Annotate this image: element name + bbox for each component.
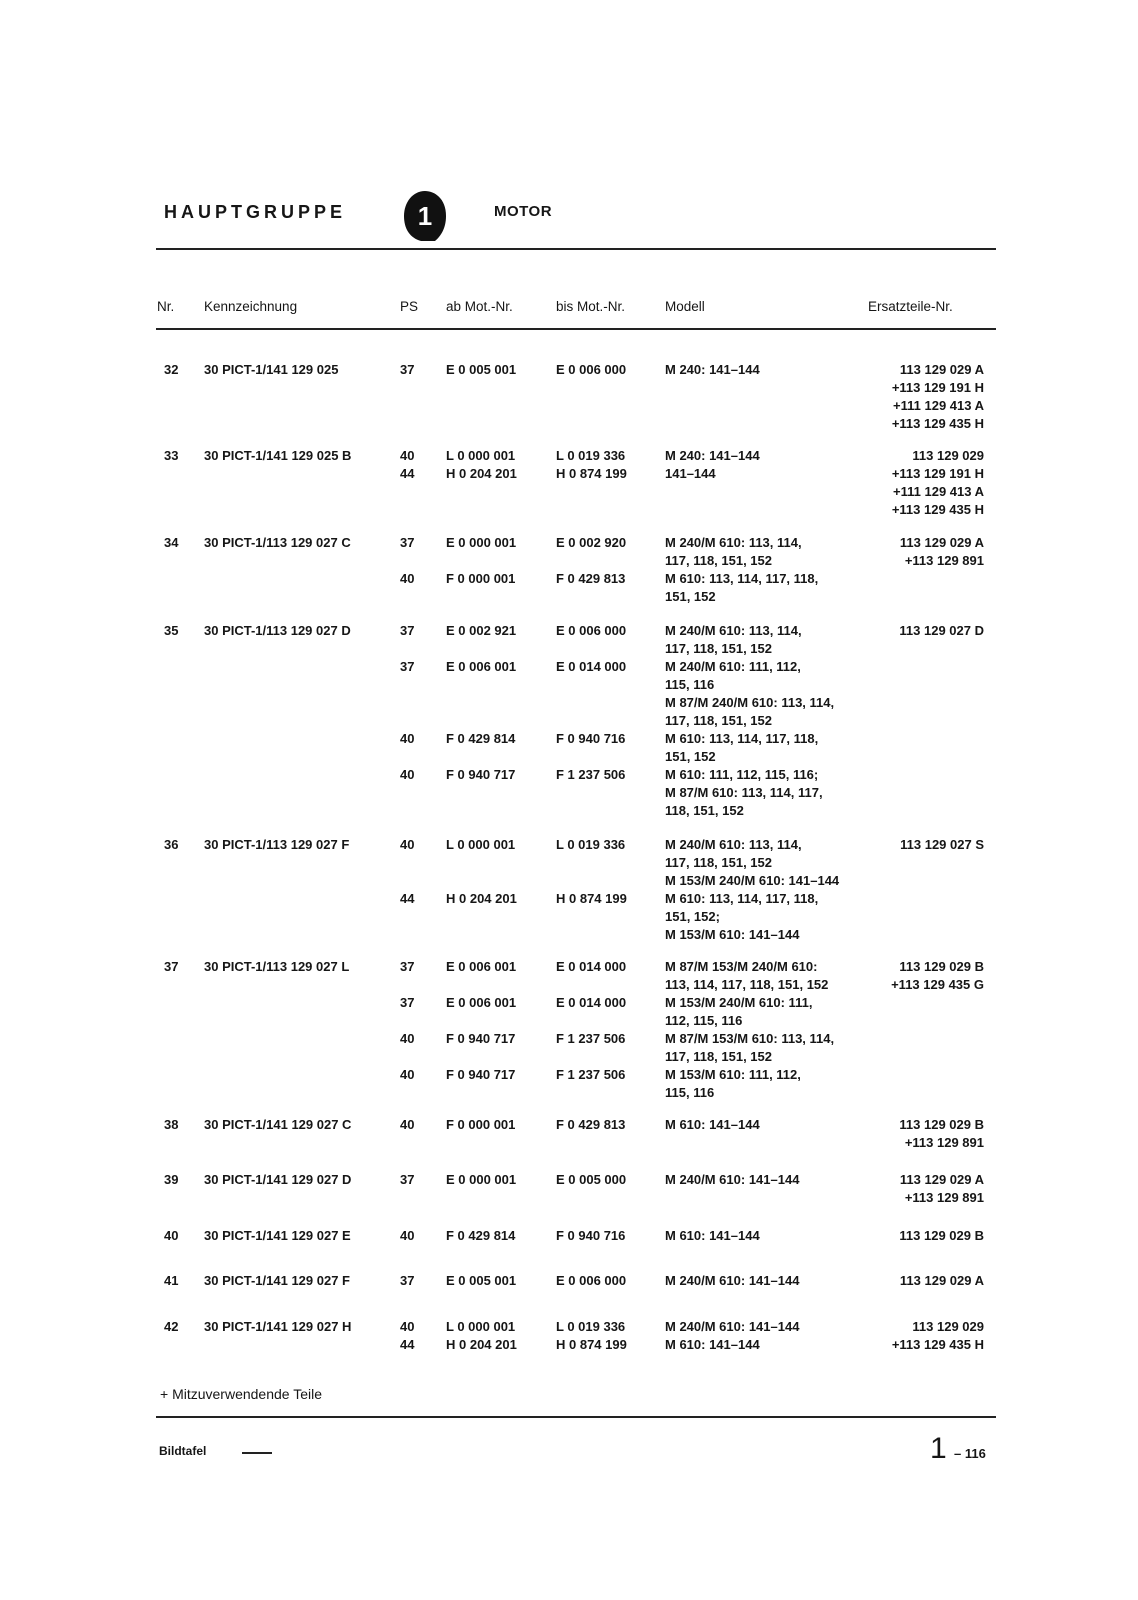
cell-bis-mot: F 0 940 716 xyxy=(556,731,626,746)
part-number: 113 129 029 A xyxy=(899,1273,984,1288)
modell-line: M 610: 141–144 xyxy=(665,1228,760,1243)
cell-modell xyxy=(665,1116,760,1134)
cell-bis-mot: F 1 237 506 xyxy=(556,1067,626,1082)
cell-ab-mot: E 0 006 001 xyxy=(446,659,517,674)
cell-ps: 40 xyxy=(400,767,415,782)
modell-line: M 240/M 610: 111, 112, xyxy=(665,659,801,674)
cell-ersatzteile xyxy=(860,447,984,519)
bildtafel-label: Bildtafel xyxy=(159,1444,207,1458)
cell-modell xyxy=(665,658,834,730)
cell-ps: 40 xyxy=(400,1319,415,1334)
cell-modell xyxy=(665,994,812,1030)
cell-bis-mot: E 0 006 000 xyxy=(556,362,627,377)
cell-ps: 37 xyxy=(400,959,415,974)
cell-modell xyxy=(665,958,828,994)
cell-ps: 37 xyxy=(400,623,415,638)
modell-line: 117, 118, 151, 152 xyxy=(665,553,772,568)
modell-line: M 240/M 610: 113, 114, xyxy=(665,623,802,638)
part-number: +113 129 191 H xyxy=(891,466,984,481)
part-number: +113 129 891 xyxy=(904,553,984,568)
cell-ab-mot: E 0 005 001 xyxy=(446,1273,517,1288)
modell-line: 118, 151, 152 xyxy=(665,803,744,818)
row-kennzeichnung: 30 PICT-1/113 129 027 L xyxy=(204,959,350,974)
modell-line: 117, 118, 151, 152 xyxy=(665,641,772,656)
cell-ps: 40 xyxy=(400,1067,415,1082)
modell-line: 117, 118, 151, 152 xyxy=(665,1049,772,1064)
part-number: 113 129 029 xyxy=(912,1319,984,1334)
modell-line: 151, 152 xyxy=(665,589,716,604)
modell-line: M 240: 141–144 xyxy=(665,448,760,463)
cell-ab-mot: E 0 005 001 xyxy=(446,362,517,377)
modell-line: M 610: 113, 114, 117, 118, xyxy=(665,571,819,586)
footer-rule xyxy=(156,1416,996,1418)
row-kennzeichnung: 30 PICT-1/141 129 025 B xyxy=(204,448,352,463)
cell-modell xyxy=(665,1030,834,1066)
page-number: – 116 xyxy=(954,1446,986,1461)
cell-bis-mot: L 0 019 336 xyxy=(556,1319,626,1334)
col-ps: PS xyxy=(400,299,419,314)
part-number: +113 129 891 xyxy=(904,1190,984,1205)
part-number: 113 129 029 B xyxy=(899,1228,984,1243)
header-rule xyxy=(156,248,996,250)
modell-line: M 87/M 153/M 610: 113, 114, xyxy=(665,1031,835,1046)
modell-line: M 87/M 153/M 240/M 610: xyxy=(665,959,818,974)
cell-ersatzteile xyxy=(860,1318,984,1354)
row-kennzeichnung: 30 PICT-1/141 129 027 E xyxy=(204,1228,351,1243)
cell-ab-mot: H 0 204 201 xyxy=(446,466,517,481)
cell-ps: 40 xyxy=(400,837,415,852)
cell-modell xyxy=(665,534,802,570)
col-kennzeichnung: Kennzeichnung xyxy=(204,299,298,314)
modell-line: M 610: 111, 112, 115, 116; xyxy=(665,767,819,782)
cell-ersatzteile xyxy=(860,1116,984,1152)
row-kennzeichnung: 30 PICT-1/141 129 027 C xyxy=(204,1117,352,1132)
cell-bis-mot: H 0 874 199 xyxy=(556,891,627,906)
row-nr: 33 xyxy=(164,448,179,463)
cell-ps: 37 xyxy=(400,995,415,1010)
modell-line: M 240: 141–144 xyxy=(665,362,760,377)
row-nr: 38 xyxy=(164,1117,179,1132)
col-nr: Nr. xyxy=(157,299,175,314)
cell-bis-mot: E 0 005 000 xyxy=(556,1172,627,1187)
cell-modell xyxy=(665,836,839,890)
modell-line: M 240/M 610: 141–144 xyxy=(665,1319,800,1334)
cell-modell xyxy=(665,622,802,658)
cell-modell xyxy=(665,1171,799,1189)
cell-ps: 37 xyxy=(400,1172,415,1187)
cell-modell xyxy=(665,730,818,766)
row-nr: 37 xyxy=(164,959,179,974)
cell-modell xyxy=(665,1272,799,1290)
cell-ps: 37 xyxy=(400,362,415,377)
cell-ps: 40 xyxy=(400,448,415,463)
modell-line: 115, 116 xyxy=(665,1085,715,1100)
modell-line: M 153/M 240/M 610: 111, xyxy=(665,995,813,1010)
part-number: 113 129 029 A xyxy=(899,535,984,550)
cell-ersatzteile xyxy=(860,836,984,854)
cell-modell xyxy=(665,570,818,606)
part-number: 113 129 029 A xyxy=(899,362,984,377)
cell-ersatzteile xyxy=(860,1272,984,1290)
cell-ps: 40 xyxy=(400,571,415,586)
cell-modell xyxy=(665,890,818,944)
cell-bis-mot: E 0 014 000 xyxy=(556,995,627,1010)
cell-ab-mot: F 0 429 814 xyxy=(446,1228,516,1243)
row-kennzeichnung: 30 PICT-1/113 129 027 C xyxy=(204,535,351,550)
page-header xyxy=(156,190,996,250)
cell-ab-mot: F 0 429 814 xyxy=(446,731,516,746)
col-modell: Modell xyxy=(665,299,705,314)
cell-ab-mot: L 0 000 001 xyxy=(446,837,516,852)
cell-ab-mot: F 0 940 717 xyxy=(446,1031,516,1046)
cell-ab-mot: F 0 000 001 xyxy=(446,1117,516,1132)
cell-ps: 37 xyxy=(400,1273,415,1288)
cell-ab-mot: F 0 940 717 xyxy=(446,1067,516,1082)
cell-bis-mot: E 0 002 920 xyxy=(556,535,627,550)
cell-ersatzteile xyxy=(860,1171,984,1207)
modell-line: 117, 118, 151, 152 xyxy=(665,713,772,728)
table-header-rule xyxy=(156,328,996,330)
cell-modell xyxy=(665,447,760,465)
modell-line: M 153/M 610: 141–144 xyxy=(665,927,800,942)
row-nr: 40 xyxy=(164,1228,179,1243)
cell-bis-mot: L 0 019 336 xyxy=(556,448,626,463)
cell-modell xyxy=(665,361,760,379)
cell-ab-mot: H 0 204 201 xyxy=(446,1337,517,1352)
part-number: +111 129 413 A xyxy=(893,398,984,413)
cell-ab-mot: E 0 006 001 xyxy=(446,995,517,1010)
modell-line: M 153/M 610: 111, 112, xyxy=(665,1067,801,1082)
modell-line: M 240/M 610: 141–144 xyxy=(665,1172,800,1187)
cell-ab-mot: F 0 000 001 xyxy=(446,571,516,586)
cell-ab-mot: F 0 940 717 xyxy=(446,767,516,782)
cell-bis-mot: L 0 019 336 xyxy=(556,837,626,852)
cell-bis-mot: E 0 014 000 xyxy=(556,959,627,974)
cell-ab-mot: E 0 006 001 xyxy=(446,959,517,974)
cell-modell xyxy=(665,1336,760,1354)
group-number-badge xyxy=(403,190,447,242)
cell-ps: 44 xyxy=(400,891,415,906)
cell-modell xyxy=(665,766,823,820)
group-number: 1 xyxy=(417,201,433,231)
modell-line: M 153/M 240/M 610: 141–144 xyxy=(665,873,840,888)
part-number: 113 129 029 B xyxy=(899,959,984,974)
modell-line: 115, 116 xyxy=(665,677,715,692)
cell-ps: 37 xyxy=(400,659,415,674)
cell-modell xyxy=(665,1227,760,1245)
group-number-icon xyxy=(403,190,447,242)
part-number: +113 129 435 G xyxy=(891,977,984,992)
modell-line: M 610: 113, 114, 117, 118, xyxy=(665,891,819,906)
section-title: MOTOR xyxy=(494,203,553,220)
cell-modell xyxy=(665,465,716,483)
row-nr: 32 xyxy=(164,362,179,377)
cell-bis-mot: E 0 006 000 xyxy=(556,623,627,638)
cell-modell xyxy=(665,1318,799,1336)
modell-line: M 610: 141–144 xyxy=(665,1337,760,1352)
modell-line: M 240/M 610: 141–144 xyxy=(665,1273,800,1288)
cell-ersatzteile xyxy=(860,622,984,640)
cell-modell xyxy=(665,1066,801,1102)
part-number: +113 129 891 xyxy=(904,1135,984,1150)
cell-ersatzteile xyxy=(860,958,984,994)
row-nr: 35 xyxy=(164,623,179,638)
bildtafel-dash xyxy=(242,1452,272,1454)
modell-line: M 610: 141–144 xyxy=(665,1117,760,1132)
cell-bis-mot: H 0 874 199 xyxy=(556,1337,627,1352)
part-number: 113 129 029 A xyxy=(899,1172,984,1187)
part-number: +113 129 191 H xyxy=(891,380,984,395)
cell-bis-mot: H 0 874 199 xyxy=(556,466,627,481)
cell-ps: 40 xyxy=(400,1228,415,1243)
row-kennzeichnung: 30 PICT-1/141 129 025 xyxy=(204,362,339,377)
modell-line: 151, 152 xyxy=(665,749,716,764)
modell-line: M 87/M 240/M 610: 113, 114, xyxy=(665,695,835,710)
part-number: +111 129 413 A xyxy=(893,484,984,499)
row-kennzeichnung: 30 PICT-1/141 129 027 F xyxy=(204,1273,350,1288)
row-kennzeichnung: 30 PICT-1/141 129 027 D xyxy=(204,1172,352,1187)
cell-bis-mot: F 0 429 813 xyxy=(556,571,626,586)
row-nr: 36 xyxy=(164,837,179,852)
part-number: +113 129 435 H xyxy=(891,1337,984,1352)
row-nr: 42 xyxy=(164,1319,179,1334)
modell-line: M 87/M 610: 113, 114, 117, xyxy=(665,785,823,800)
part-number: +113 129 435 H xyxy=(891,502,984,517)
cell-ps: 40 xyxy=(400,1117,415,1132)
part-number: 113 129 029 xyxy=(912,448,984,463)
modell-line: 112, 115, 116 xyxy=(665,1013,743,1028)
modell-line: M 240/M 610: 113, 114, xyxy=(665,837,802,852)
modell-line: 141–144 xyxy=(665,466,716,481)
cell-bis-mot: F 0 429 813 xyxy=(556,1117,626,1132)
modell-line: 117, 118, 151, 152 xyxy=(665,855,772,870)
row-nr: 41 xyxy=(164,1273,179,1288)
col-ab-mot: ab Mot.-Nr. xyxy=(446,299,513,314)
cell-ersatzteile xyxy=(860,1227,984,1245)
footnote: + Mitzuverwendende Teile xyxy=(160,1386,323,1402)
group-label: HAUPTGRUPPE xyxy=(164,202,347,222)
cell-ps: 40 xyxy=(400,1031,415,1046)
cell-ab-mot: L 0 000 001 xyxy=(446,448,516,463)
part-number: +113 129 435 H xyxy=(891,416,984,431)
row-kennzeichnung: 30 PICT-1/141 129 027 H xyxy=(204,1319,352,1334)
cell-ab-mot: E 0 000 001 xyxy=(446,1172,517,1187)
row-nr: 34 xyxy=(164,535,179,550)
part-number: 113 129 029 B xyxy=(899,1117,984,1132)
page-group-number: 1 xyxy=(930,1432,947,1465)
cell-bis-mot: F 1 237 506 xyxy=(556,1031,626,1046)
modell-line: 151, 152; xyxy=(665,909,720,924)
modell-line: M 610: 113, 114, 117, 118, xyxy=(665,731,819,746)
part-number: 113 129 027 D xyxy=(899,623,984,638)
cell-ps: 44 xyxy=(400,1337,415,1352)
cell-ersatzteile xyxy=(860,361,984,433)
cell-bis-mot: E 0 006 000 xyxy=(556,1273,627,1288)
row-nr: 39 xyxy=(164,1172,179,1187)
cell-bis-mot: F 1 237 506 xyxy=(556,767,626,782)
col-bis-mot: bis Mot.-Nr. xyxy=(556,299,626,314)
modell-line: M 240/M 610: 113, 114, xyxy=(665,535,802,550)
modell-line: 113, 114, 117, 118, 151, 152 xyxy=(665,977,829,992)
cell-bis-mot: F 0 940 716 xyxy=(556,1228,626,1243)
cell-bis-mot: E 0 014 000 xyxy=(556,659,627,674)
row-kennzeichnung: 30 PICT-1/113 129 027 F xyxy=(204,837,350,852)
cell-ab-mot: H 0 204 201 xyxy=(446,891,517,906)
col-ersatzteile: Ersatzteile-Nr. xyxy=(868,299,953,314)
cell-ps: 44 xyxy=(400,466,415,481)
cell-ps: 37 xyxy=(400,535,415,550)
cell-ps: 40 xyxy=(400,731,415,746)
cell-ab-mot: E 0 002 921 xyxy=(446,623,517,638)
row-kennzeichnung: 30 PICT-1/113 129 027 D xyxy=(204,623,351,638)
cell-ab-mot: L 0 000 001 xyxy=(446,1319,516,1334)
cell-ab-mot: E 0 000 001 xyxy=(446,535,517,550)
part-number: 113 129 027 S xyxy=(900,837,984,852)
cell-ersatzteile xyxy=(860,534,984,570)
